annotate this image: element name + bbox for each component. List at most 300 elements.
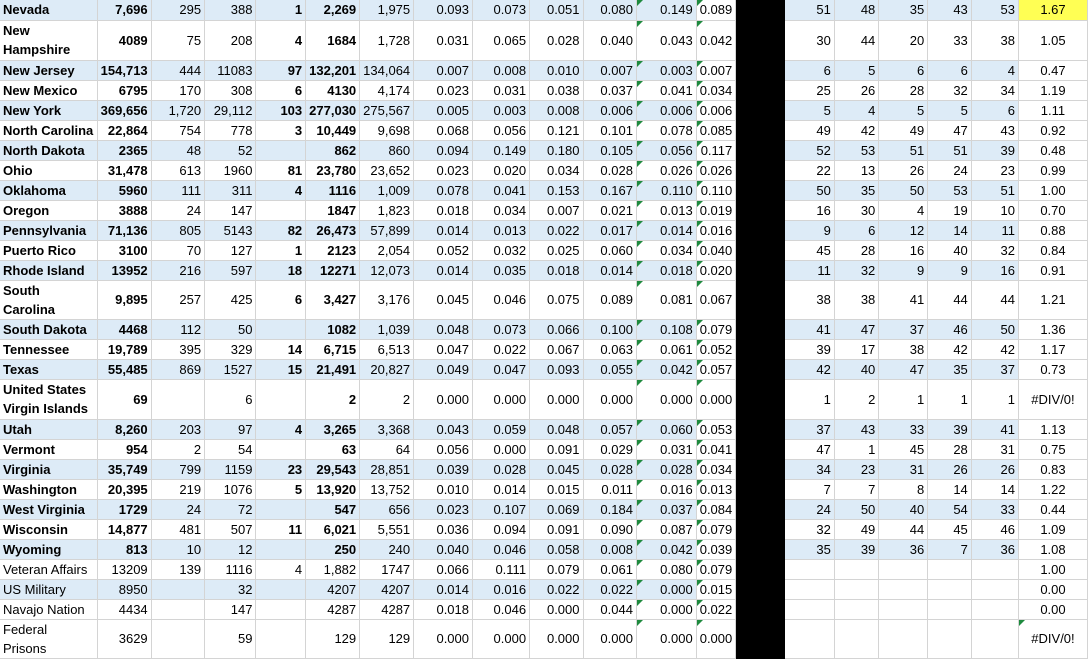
cell-value[interactable]: 1729 <box>97 499 151 519</box>
cell-value[interactable]: 0.022 <box>530 579 583 599</box>
cell-value[interactable]: 0.047 <box>473 359 530 379</box>
cell-value[interactable]: 37 <box>879 319 928 339</box>
cell-value[interactable]: 0.034 <box>530 160 583 180</box>
cell-value[interactable]: 0.180 <box>530 140 583 160</box>
cell-value[interactable]: 0.048 <box>530 419 583 439</box>
cell-value[interactable]: 1076 <box>205 479 256 499</box>
cell-state-name[interactable]: West Virginia <box>0 499 97 519</box>
cell-value[interactable]: 3,265 <box>306 419 360 439</box>
cell-value[interactable] <box>971 599 1018 619</box>
cell-value[interactable]: 0.008 <box>530 100 583 120</box>
cell-value[interactable]: 51 <box>971 180 1018 200</box>
cell-value[interactable]: 20,827 <box>360 359 414 379</box>
cell-value[interactable]: 3888 <box>97 200 151 220</box>
cell-value[interactable]: 6 <box>256 80 306 100</box>
cell-value[interactable]: 1.09 <box>1018 519 1087 539</box>
cell-value[interactable]: 54 <box>205 439 256 459</box>
cell-value[interactable]: 0.149 <box>636 0 696 20</box>
cell-value[interactable]: 41 <box>784 319 834 339</box>
cell-value[interactable]: 147 <box>205 200 256 220</box>
cell-value[interactable]: 0.080 <box>583 0 636 20</box>
cell-value[interactable]: 597 <box>205 260 256 280</box>
cell-state-name[interactable]: Wisconsin <box>0 519 97 539</box>
cell-value[interactable]: 0.023 <box>414 160 473 180</box>
cell-value[interactable]: 52 <box>784 140 834 160</box>
cell-value[interactable]: 9 <box>784 220 834 240</box>
cell-value[interactable]: 0.023 <box>414 80 473 100</box>
cell-value[interactable] <box>879 599 928 619</box>
cell-value[interactable]: 28 <box>879 80 928 100</box>
cell-value[interactable]: 81 <box>256 160 306 180</box>
cell-value[interactable]: 0.042 <box>696 20 736 60</box>
cell-value[interactable]: 0.034 <box>696 459 736 479</box>
cell-value[interactable]: 57,899 <box>360 220 414 240</box>
cell-value[interactable]: 0.035 <box>473 260 530 280</box>
cell-value[interactable]: 547 <box>306 499 360 519</box>
cell-value[interactable]: 14 <box>928 220 972 240</box>
cell-value[interactable]: 16 <box>971 260 1018 280</box>
cell-value[interactable] <box>784 599 834 619</box>
cell-value[interactable]: 127 <box>205 240 256 260</box>
cell-value[interactable]: 1,728 <box>360 20 414 60</box>
cell-value[interactable]: 1.08 <box>1018 539 1087 559</box>
cell-value[interactable]: 0.000 <box>530 619 583 658</box>
cell-value[interactable]: 0.007 <box>696 60 736 80</box>
cell-value[interactable]: 6 <box>205 379 256 419</box>
cell-value[interactable]: 0.73 <box>1018 359 1087 379</box>
cell-state-name[interactable]: Texas <box>0 359 97 379</box>
cell-value[interactable]: 5960 <box>97 180 151 200</box>
cell-value[interactable]: 0.117 <box>696 140 736 160</box>
cell-state-name[interactable]: Veteran Affairs <box>0 559 97 579</box>
cell-value[interactable]: 44 <box>834 20 878 60</box>
cell-value[interactable]: 0.089 <box>583 280 636 319</box>
cell-value[interactable]: 103 <box>256 100 306 120</box>
cell-value[interactable]: 1847 <box>306 200 360 220</box>
cell-value[interactable]: 16 <box>879 240 928 260</box>
cell-value[interactable]: #DIV/0! <box>1018 379 1087 419</box>
cell-value[interactable]: 0.003 <box>473 100 530 120</box>
cell-state-name[interactable]: Rhode Island <box>0 260 97 280</box>
cell-value[interactable]: 0.037 <box>636 499 696 519</box>
cell-value[interactable]: 97 <box>256 60 306 80</box>
cell-value[interactable]: 275,567 <box>360 100 414 120</box>
cell-value[interactable]: 4 <box>879 200 928 220</box>
cell-value[interactable]: 0.107 <box>473 499 530 519</box>
cell-value[interactable]: 0.92 <box>1018 120 1087 140</box>
cell-value[interactable]: 0.066 <box>414 559 473 579</box>
cell-value[interactable]: 0.014 <box>414 579 473 599</box>
cell-value[interactable]: 12 <box>205 539 256 559</box>
cell-value[interactable]: 29,543 <box>306 459 360 479</box>
cell-value[interactable]: 36 <box>971 539 1018 559</box>
cell-value[interactable]: 0.000 <box>636 379 696 419</box>
cell-value[interactable]: 395 <box>151 339 204 359</box>
cell-value[interactable]: 43 <box>834 419 878 439</box>
cell-value[interactable] <box>971 619 1018 658</box>
cell-value[interactable]: 277,030 <box>306 100 360 120</box>
cell-state-name[interactable]: Ohio <box>0 160 97 180</box>
cell-value[interactable] <box>784 619 834 658</box>
cell-value[interactable]: 862 <box>306 140 360 160</box>
cell-value[interactable]: 2 <box>306 379 360 419</box>
cell-value[interactable]: 0.015 <box>696 579 736 599</box>
cell-value[interactable]: 11 <box>256 519 306 539</box>
cell-value[interactable]: 1116 <box>306 180 360 200</box>
cell-value[interactable]: 0.051 <box>530 0 583 20</box>
cell-value[interactable]: 0.007 <box>530 200 583 220</box>
cell-value[interactable]: 6,715 <box>306 339 360 359</box>
cell-value[interactable]: 369,656 <box>97 100 151 120</box>
cell-value[interactable]: 444 <box>151 60 204 80</box>
cell-value[interactable]: 4468 <box>97 319 151 339</box>
cell-value[interactable] <box>928 599 972 619</box>
cell-value[interactable]: 0.045 <box>414 280 473 319</box>
cell-value[interactable] <box>256 619 306 658</box>
cell-value[interactable]: 23,652 <box>360 160 414 180</box>
cell-value[interactable] <box>256 499 306 519</box>
cell-value[interactable]: 0.061 <box>583 559 636 579</box>
cell-value[interactable]: 1 <box>834 439 878 459</box>
cell-value[interactable]: 13,752 <box>360 479 414 499</box>
cell-value[interactable]: 0.110 <box>696 180 736 200</box>
cell-value[interactable]: 50 <box>205 319 256 339</box>
cell-value[interactable]: 23 <box>971 160 1018 180</box>
cell-value[interactable]: 0.44 <box>1018 499 1087 519</box>
cell-state-name[interactable]: Washington <box>0 479 97 499</box>
cell-value[interactable]: 954 <box>97 439 151 459</box>
cell-value[interactable]: 28 <box>928 439 972 459</box>
cell-value[interactable]: 2 <box>360 379 414 419</box>
cell-value[interactable]: 12,073 <box>360 260 414 280</box>
cell-value[interactable]: 0.039 <box>696 539 736 559</box>
cell-value[interactable]: 9,895 <box>97 280 151 319</box>
cell-value[interactable]: 257 <box>151 280 204 319</box>
cell-value[interactable]: 132,201 <box>306 60 360 80</box>
cell-value[interactable]: 6 <box>928 60 972 80</box>
cell-value[interactable]: 0.111 <box>473 559 530 579</box>
cell-value[interactable]: 36 <box>879 539 928 559</box>
cell-value[interactable]: 0.008 <box>473 60 530 80</box>
cell-value[interactable]: 1,009 <box>360 180 414 200</box>
cell-value[interactable]: 0.048 <box>414 319 473 339</box>
cell-value[interactable]: 8 <box>879 479 928 499</box>
cell-value[interactable]: 0.016 <box>636 479 696 499</box>
cell-value[interactable]: 44 <box>879 519 928 539</box>
cell-value[interactable]: 4434 <box>97 599 151 619</box>
cell-value[interactable]: 52 <box>205 140 256 160</box>
cell-value[interactable]: 4207 <box>306 579 360 599</box>
cell-value[interactable]: 0.043 <box>636 20 696 60</box>
cell-value[interactable]: 31,478 <box>97 160 151 180</box>
cell-state-name[interactable]: Oregon <box>0 200 97 220</box>
cell-value[interactable]: 46 <box>971 519 1018 539</box>
cell-value[interactable]: 170 <box>151 80 204 100</box>
cell-value[interactable]: 40 <box>834 359 878 379</box>
cell-value[interactable] <box>879 619 928 658</box>
cell-value[interactable]: 0.068 <box>414 120 473 140</box>
cell-value[interactable]: 1.13 <box>1018 419 1087 439</box>
cell-value[interactable]: 53 <box>834 140 878 160</box>
cell-value[interactable]: 0.079 <box>696 319 736 339</box>
cell-value[interactable]: 0.060 <box>636 419 696 439</box>
cell-value[interactable]: 0.023 <box>414 499 473 519</box>
cell-value[interactable]: 0.093 <box>414 0 473 20</box>
cell-value[interactable]: 1 <box>879 379 928 419</box>
cell-value[interactable]: 5 <box>834 60 878 80</box>
cell-value[interactable]: 0.049 <box>414 359 473 379</box>
cell-value[interactable] <box>256 539 306 559</box>
cell-value[interactable]: 0.016 <box>473 579 530 599</box>
cell-value[interactable]: 5 <box>784 100 834 120</box>
cell-value[interactable]: 49 <box>879 120 928 140</box>
cell-value[interactable]: 2,269 <box>306 0 360 20</box>
cell-value[interactable]: 0.079 <box>696 559 736 579</box>
cell-state-name[interactable]: Nevada <box>0 0 97 20</box>
cell-value[interactable]: 0.028 <box>583 459 636 479</box>
cell-value[interactable]: 0.078 <box>414 180 473 200</box>
cell-state-name[interactable]: Navajo Nation <box>0 599 97 619</box>
cell-value[interactable]: 507 <box>205 519 256 539</box>
cell-value[interactable]: 2365 <box>97 140 151 160</box>
cell-value[interactable]: 69 <box>97 379 151 419</box>
cell-value[interactable]: 0.081 <box>636 280 696 319</box>
cell-value[interactable]: 0.042 <box>636 539 696 559</box>
cell-value[interactable]: 1 <box>784 379 834 419</box>
cell-value[interactable]: 1.67 <box>1018 0 1087 20</box>
cell-value[interactable]: 33 <box>879 419 928 439</box>
cell-value[interactable]: 1.19 <box>1018 80 1087 100</box>
cell-value[interactable]: 55,485 <box>97 359 151 379</box>
cell-state-name[interactable]: Utah <box>0 419 97 439</box>
cell-value[interactable]: 4 <box>971 60 1018 80</box>
cell-value[interactable] <box>784 579 834 599</box>
cell-value[interactable]: 0.48 <box>1018 140 1087 160</box>
cell-value[interactable]: 39 <box>834 539 878 559</box>
cell-value[interactable]: 0.83 <box>1018 459 1087 479</box>
cell-value[interactable]: 51 <box>879 140 928 160</box>
cell-value[interactable]: 295 <box>151 0 204 20</box>
cell-value[interactable]: 26 <box>879 160 928 180</box>
cell-value[interactable]: 38 <box>971 20 1018 60</box>
cell-value[interactable]: 0.057 <box>696 359 736 379</box>
cell-value[interactable]: 50 <box>834 499 878 519</box>
cell-value[interactable]: 0.014 <box>473 479 530 499</box>
cell-state-name[interactable]: Pennsylvania <box>0 220 97 240</box>
cell-value[interactable]: 1,975 <box>360 0 414 20</box>
cell-value[interactable]: 0.056 <box>636 140 696 160</box>
cell-value[interactable]: 0.039 <box>414 459 473 479</box>
cell-value[interactable]: 3,368 <box>360 419 414 439</box>
cell-value[interactable]: 1,720 <box>151 100 204 120</box>
cell-value[interactable]: 805 <box>151 220 204 240</box>
cell-value[interactable]: 0.005 <box>414 100 473 120</box>
cell-state-name[interactable]: North Carolina <box>0 120 97 140</box>
cell-state-name[interactable]: Wyoming <box>0 539 97 559</box>
cell-value[interactable]: 0.006 <box>636 100 696 120</box>
cell-value[interactable]: 34 <box>784 459 834 479</box>
cell-value[interactable]: 0.073 <box>473 0 530 20</box>
cell-value[interactable]: 0.015 <box>530 479 583 499</box>
cell-value[interactable]: #DIV/0! <box>1018 619 1087 658</box>
cell-value[interactable]: 0.013 <box>696 479 736 499</box>
cell-state-name[interactable]: North Dakota <box>0 140 97 160</box>
cell-value[interactable]: 38 <box>879 339 928 359</box>
cell-value[interactable]: 0.031 <box>473 80 530 100</box>
cell-value[interactable]: 0.003 <box>636 60 696 80</box>
cell-value[interactable]: 0.094 <box>473 519 530 539</box>
cell-value[interactable]: 0.018 <box>530 260 583 280</box>
cell-value[interactable]: 8950 <box>97 579 151 599</box>
cell-value[interactable]: 813 <box>97 539 151 559</box>
cell-value[interactable]: 10 <box>971 200 1018 220</box>
cell-value[interactable]: 0.090 <box>583 519 636 539</box>
cell-value[interactable]: 0.018 <box>414 200 473 220</box>
cell-value[interactable]: 12 <box>879 220 928 240</box>
cell-value[interactable]: 0.000 <box>583 619 636 658</box>
cell-value[interactable]: 37 <box>784 419 834 439</box>
cell-value[interactable]: 7 <box>834 479 878 499</box>
cell-value[interactable]: 0.008 <box>583 539 636 559</box>
cell-value[interactable]: 9,698 <box>360 120 414 140</box>
cell-value[interactable]: 0.029 <box>583 439 636 459</box>
cell-value[interactable]: 13,920 <box>306 479 360 499</box>
cell-value[interactable]: 0.037 <box>583 80 636 100</box>
cell-value[interactable]: 4287 <box>360 599 414 619</box>
cell-value[interactable] <box>151 379 204 419</box>
cell-value[interactable] <box>879 559 928 579</box>
cell-value[interactable]: 30 <box>784 20 834 60</box>
cell-value[interactable]: 1747 <box>360 559 414 579</box>
cell-value[interactable]: 0.000 <box>473 619 530 658</box>
cell-value[interactable]: 1 <box>256 240 306 260</box>
cell-value[interactable]: 0.026 <box>636 160 696 180</box>
cell-value[interactable]: 50 <box>971 319 1018 339</box>
cell-value[interactable]: 0.000 <box>696 619 736 658</box>
cell-state-name[interactable]: Virginia <box>0 459 97 479</box>
cell-value[interactable]: 15 <box>256 359 306 379</box>
cell-value[interactable]: 0.019 <box>696 200 736 220</box>
cell-value[interactable]: 39 <box>784 339 834 359</box>
cell-value[interactable]: 308 <box>205 80 256 100</box>
cell-state-name[interactable]: South Carolina <box>0 280 97 319</box>
cell-value[interactable] <box>256 140 306 160</box>
cell-value[interactable]: 0.000 <box>473 439 530 459</box>
cell-value[interactable]: 3,176 <box>360 280 414 319</box>
cell-value[interactable]: 75 <box>151 20 204 60</box>
cell-value[interactable]: 28,851 <box>360 459 414 479</box>
cell-value[interactable]: 0.044 <box>583 599 636 619</box>
cell-value[interactable]: 0.99 <box>1018 160 1087 180</box>
cell-value[interactable]: 3100 <box>97 240 151 260</box>
cell-value[interactable]: 46 <box>928 319 972 339</box>
cell-value[interactable] <box>834 559 878 579</box>
cell-value[interactable]: 0.079 <box>696 519 736 539</box>
cell-value[interactable]: 21,491 <box>306 359 360 379</box>
cell-value[interactable]: 13952 <box>97 260 151 280</box>
cell-value[interactable]: 0.022 <box>530 220 583 240</box>
cell-value[interactable]: 147 <box>205 599 256 619</box>
cell-value[interactable]: 35 <box>879 0 928 20</box>
cell-value[interactable]: 24 <box>151 499 204 519</box>
cell-value[interactable]: 0.000 <box>530 599 583 619</box>
cell-value[interactable]: 14 <box>971 479 1018 499</box>
cell-value[interactable]: 11 <box>784 260 834 280</box>
cell-value[interactable]: 0.034 <box>636 240 696 260</box>
cell-value[interactable]: 134,064 <box>360 60 414 80</box>
cell-value[interactable]: 0.91 <box>1018 260 1087 280</box>
cell-value[interactable] <box>879 579 928 599</box>
cell-value[interactable]: 32 <box>928 80 972 100</box>
cell-value[interactable]: 44 <box>971 280 1018 319</box>
cell-value[interactable]: 42 <box>834 120 878 140</box>
cell-value[interactable]: 2 <box>834 379 878 419</box>
cell-value[interactable]: 0.052 <box>414 240 473 260</box>
cell-value[interactable]: 0.84 <box>1018 240 1087 260</box>
cell-value[interactable]: 1082 <box>306 319 360 339</box>
cell-value[interactable]: 0.084 <box>696 499 736 519</box>
cell-value[interactable]: 0.006 <box>696 100 736 120</box>
cell-value[interactable]: 0.000 <box>583 379 636 419</box>
cell-value[interactable]: 20,395 <box>97 479 151 499</box>
cell-value[interactable]: 139 <box>151 559 204 579</box>
cell-value[interactable]: 250 <box>306 539 360 559</box>
cell-value[interactable]: 64 <box>360 439 414 459</box>
cell-value[interactable]: 0.00 <box>1018 579 1087 599</box>
cell-value[interactable]: 0.013 <box>473 220 530 240</box>
cell-value[interactable]: 3629 <box>97 619 151 658</box>
cell-value[interactable] <box>151 579 204 599</box>
cell-value[interactable]: 613 <box>151 160 204 180</box>
cell-value[interactable]: 49 <box>784 120 834 140</box>
cell-value[interactable]: 0.087 <box>636 519 696 539</box>
cell-value[interactable] <box>151 599 204 619</box>
cell-value[interactable] <box>928 579 972 599</box>
cell-value[interactable]: 0.011 <box>583 479 636 499</box>
cell-value[interactable]: 0.184 <box>583 499 636 519</box>
cell-value[interactable]: 0.031 <box>414 20 473 60</box>
cell-value[interactable]: 4 <box>256 20 306 60</box>
cell-value[interactable]: 19,789 <box>97 339 151 359</box>
cell-value[interactable]: 0.031 <box>636 439 696 459</box>
cell-value[interactable]: 33 <box>928 20 972 60</box>
cell-value[interactable]: 14 <box>256 339 306 359</box>
cell-value[interactable]: 6 <box>971 100 1018 120</box>
cell-value[interactable]: 0.059 <box>473 419 530 439</box>
cell-value[interactable]: 0.010 <box>414 479 473 499</box>
cell-value[interactable]: 28 <box>834 240 878 260</box>
cell-value[interactable]: 49 <box>834 519 878 539</box>
cell-value[interactable]: 45 <box>928 519 972 539</box>
cell-value[interactable]: 8,260 <box>97 419 151 439</box>
cell-state-name[interactable]: US Military <box>0 579 97 599</box>
cell-value[interactable]: 5,551 <box>360 519 414 539</box>
cell-value[interactable]: 48 <box>834 0 878 20</box>
cell-value[interactable]: 0.75 <box>1018 439 1087 459</box>
cell-value[interactable]: 40 <box>879 499 928 519</box>
cell-value[interactable]: 0.110 <box>636 180 696 200</box>
cell-value[interactable]: 0.022 <box>583 579 636 599</box>
cell-value[interactable]: 0.88 <box>1018 220 1087 240</box>
cell-value[interactable]: 0.025 <box>530 240 583 260</box>
cell-value[interactable]: 35 <box>784 539 834 559</box>
cell-value[interactable]: 0.007 <box>414 60 473 80</box>
cell-value[interactable]: 6,513 <box>360 339 414 359</box>
cell-value[interactable]: 30 <box>834 200 878 220</box>
cell-value[interactable]: 2 <box>151 439 204 459</box>
cell-value[interactable]: 0.014 <box>636 220 696 240</box>
cell-value[interactable]: 18 <box>256 260 306 280</box>
